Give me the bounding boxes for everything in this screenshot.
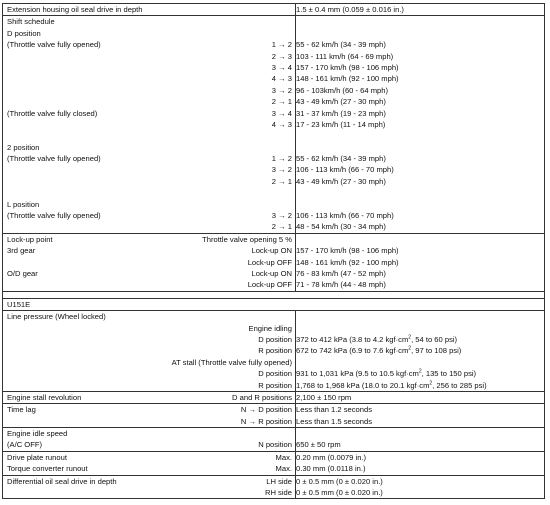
d-position-label: D position [258,334,292,344]
spec-table [2,3,545,499]
diff-seal-label: Differential oil seal drive in depth [7,476,117,486]
third-gear-label: 3rd gear [7,246,36,256]
torque-converter-value: 0.30 mm (0.0118 in.) [296,464,366,474]
shift-value: 55 - 62 km/h (34 - 39 mph) [296,40,386,50]
lockup-off-label: Lock-up OFF [247,280,292,290]
lockup-throttle: Throttle valve opening 5 % [202,234,292,244]
line-pressure-value: 1,768 to 1,968 kPa (18.0 to 20.1 $kgf\cdot cm^2$, 256 to 285 psi) [296,379,487,390]
throttle-closed-label: (Throttle valve fully closed) [7,108,98,118]
two-position-label: 2 position [7,142,40,152]
time-lag-label: Time lag [7,405,36,415]
throttle-open-label: (Throttle valve fully opened) [7,40,101,50]
row-lockup-point [3,233,545,291]
shift-arrow: 4 → 3 [271,74,292,84]
idle-speed-value: 650 ± 50 rpm [296,440,341,450]
shift-arrow: 1 → 2 [271,40,292,50]
max-label: Max. [275,452,292,462]
shift-value: 96 - 103km/h (60 - 64 mph) [296,85,389,95]
row-shift-schedule [3,16,545,233]
row-stall-revolution [3,391,545,403]
row-model-name [3,298,545,310]
shift-arrow: 2 → 3 [271,51,292,61]
shift-value: 106 - 113 km/h (66 - 70 mph) [296,211,394,221]
r-position-label: R position [258,346,292,356]
shift-arrow: 3 → 2 [271,211,292,221]
stall-rev-label: Engine stall revolution [7,392,82,402]
n-position-label: N position [258,440,292,450]
shift-value: 31 - 37 km/h (19 - 23 mph) [296,108,386,118]
shift-arrow: 3 → 4 [271,62,292,72]
drive-plate-value: 0.20 mm (0.0079 in.) [296,452,367,462]
at-stall-label: AT stall (Throttle valve fully opened) [171,357,292,367]
lockup-value: 71 - 78 km/h (44 - 48 mph) [296,280,386,290]
d-position-label: D position [258,369,292,379]
lockup-on-label: Lock-up ON [251,268,292,278]
stall-rev-cond: D and R positions [232,392,292,402]
row-differential-seal [3,475,545,499]
lockup-value: 157 - 170 km/h (98 - 106 mph) [296,246,399,256]
n-d-label: N → D position [240,405,292,415]
model-name: U151E [7,299,31,309]
throttle-open-label: (Throttle valve fully opened) [7,211,101,221]
shift-arrow: 1 → 2 [271,154,292,164]
shift-arrow: 2 → 1 [271,97,292,107]
engine-idling-label: Engine idling [248,323,292,333]
rh-side-label: RH side [264,488,292,498]
lockup-off-label: Lock-up OFF [247,257,292,267]
idle-speed-label: Engine idle speed [7,429,68,439]
od-gear-label: O/D gear [7,268,38,278]
time-lag-value: Less than 1.5 seconds [296,416,372,426]
shift-value: 103 - 111 km/h (64 - 69 mph) [296,51,394,61]
ac-off-label: (A/C OFF) [7,440,43,450]
throttle-open-label: (Throttle valve fully opened) [7,154,101,164]
row-model [3,291,545,298]
shift-value: 106 - 113 km/h (66 - 70 mph) [296,165,394,175]
max-label: Max. [275,464,292,474]
shift-schedule-title: Shift schedule [7,17,55,27]
row-extension-housing [3,4,545,16]
shift-value: 48 - 54 km/h (30 - 34 mph) [296,222,386,232]
row-idle-speed [3,428,545,452]
d-position-label: D position [7,28,41,38]
torque-converter-label: Torque converter runout [7,464,88,474]
l-position-label: L position [7,199,40,209]
n-r-label: N → R position [240,416,292,426]
lockup-value: 76 - 83 km/h (47 - 52 mph) [296,268,386,278]
shift-arrow: 2 → 1 [271,176,292,186]
diff-seal-value: 0 ± 0.5 mm (0 ± 0.020 in.) [296,476,383,486]
row-runout [3,451,545,475]
line-pressure-value: 672 to 742 kPa (6.9 to 7.6 $kgf\cdot cm^2$, 97 to 108 psi) [296,345,462,356]
shift-arrow: 2 → 1 [271,222,292,232]
time-lag-value: Less than 1.2 seconds [296,405,372,415]
shift-arrow: 4 → 3 [271,119,292,129]
shift-arrow: 3 → 4 [271,108,292,118]
value-extension-housing: 1.5 ± 0.4 mm (0.059 ± 0.016 in.) [296,5,404,14]
lh-side-label: LH side [266,476,292,486]
shift-value: 43 - 49 km/h (27 - 30 mph) [296,97,386,107]
shift-value: 43 - 49 km/h (27 - 30 mph) [296,176,386,186]
lockup-title: Lock-up point [7,234,53,244]
line-pressure-title: Line pressure (Wheel locked) [7,312,106,322]
shift-value: 55 - 62 km/h (34 - 39 mph) [296,154,386,164]
shift-arrow: 3 → 2 [271,85,292,95]
diff-seal-value: 0 ± 0.5 mm (0 ± 0.020 in.) [296,488,383,498]
lockup-value: 148 - 161 km/h (92 - 100 mph) [296,257,399,267]
row-time-lag [3,404,545,428]
stall-rev-value: 2,100 ± 150 rpm [296,392,352,402]
r-position-label: R position [258,380,292,390]
line-pressure-value: 372 to 412 kPa (3.8 to 4.2 $kgf\cdot cm^2$, 54 to 60 psi) [296,334,458,344]
shift-value: 148 - 161 km/h (92 - 100 mph) [296,74,399,84]
line-pressure-value: 931 to 1,031 kPa (9.5 to 10.5 $kgf\cdot cm^2$, 135 to 150 psi) [296,368,477,379]
row-line-pressure [3,311,545,392]
drive-plate-label: Drive plate runout [7,452,67,462]
shift-value: 17 - 23 km/h (11 - 14 mph) [296,119,386,129]
shift-arrow: 3 → 2 [271,165,292,175]
shift-value: 157 - 170 km/h (98 - 106 mph) [296,62,399,72]
lockup-on-label: Lock-up ON [251,246,292,256]
label-extension-housing: Extension housing oil seal drive in depth [7,5,143,14]
